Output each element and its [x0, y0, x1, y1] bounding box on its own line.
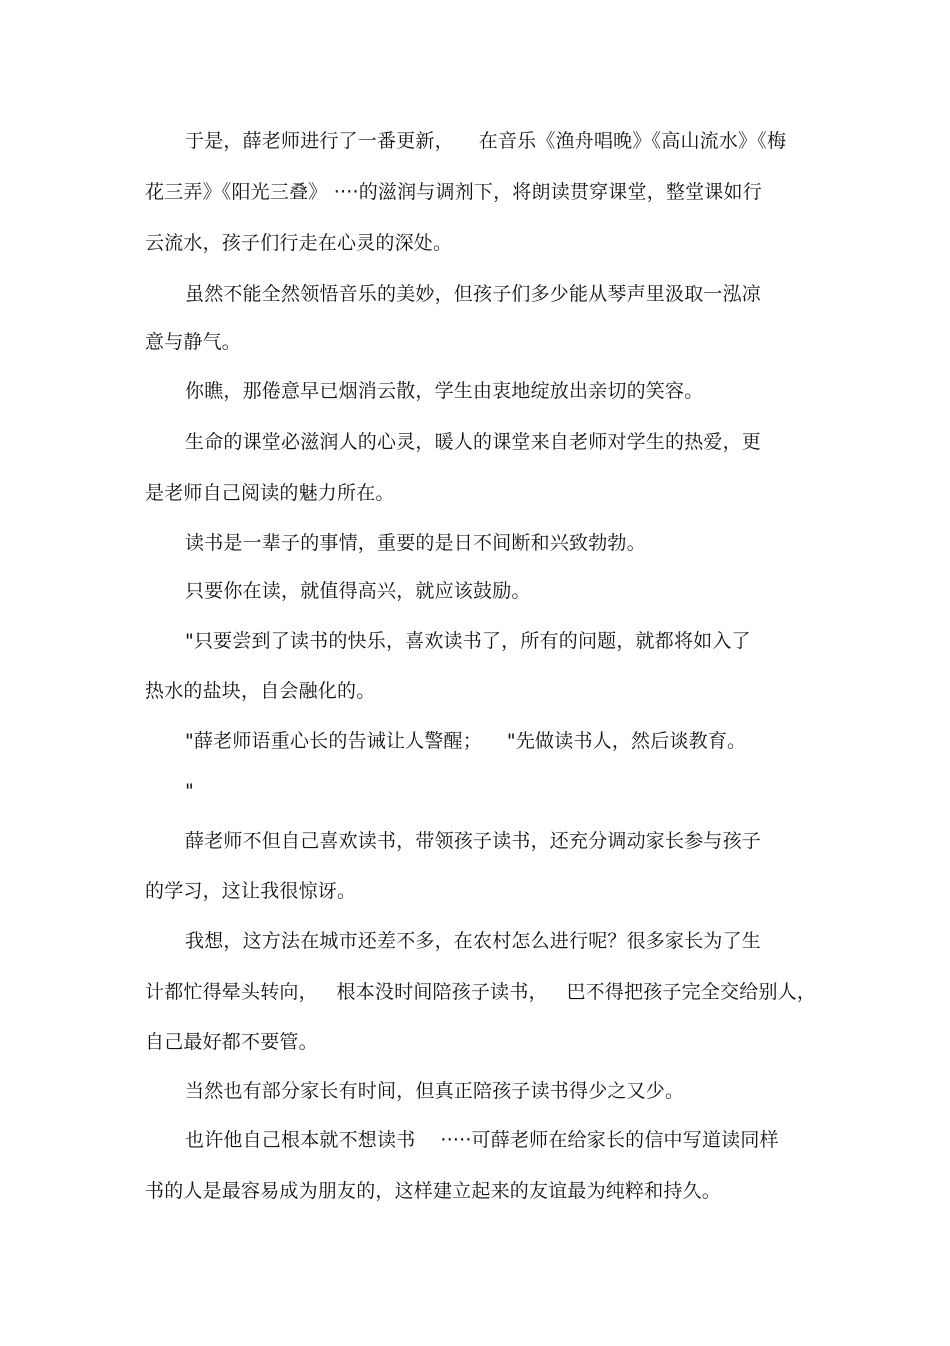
- text-line: 花三弄》《阳光三叠》 ····的滋润与调剂下，将朗读贯穿课堂，整堂课如行: [145, 181, 762, 203]
- text-line: 我想，这方法在城市还差不多，在农村怎么进行呢？很多家长为了生: [185, 930, 762, 952]
- text-line: 当然也有部分家长有时间，但真正陪孩子读书得少之又少。: [185, 1080, 685, 1102]
- text-line: "薛老师语重心长的告诫让人警醒； "先做读书人，然后谈教育。: [185, 730, 747, 752]
- text-line: 热水的盐块，自会融化的。: [145, 680, 376, 702]
- text-line: ": [185, 780, 194, 802]
- text-line: 云流水，孩子们行走在心灵的深处。: [145, 232, 453, 254]
- text-line: "只要尝到了读书的快乐，喜欢读书了，所有的问题，就都将如入了: [185, 630, 751, 652]
- text-line: 薛老师不但自己喜欢读书，带领孩子读书，还充分调动家长参与孩子: [185, 830, 762, 852]
- text-line: 生命的课堂必滋润人的心灵，暖人的课堂来自老师对学生的热爱，更: [185, 431, 762, 453]
- text-line: 的学习，这让我很惊讶。: [145, 880, 357, 902]
- text-line: 意与静气。: [145, 331, 242, 353]
- text-line: 自己最好都不要管。: [145, 1031, 318, 1053]
- text-line: 于是，薛老师进行了一番更新， 在音乐《渔舟唱晚》《高山流水》《梅: [185, 130, 787, 152]
- text-line: 也许他自己根本就不想读书 ·····可薛老师在给家长的信中写道读同样: [185, 1129, 779, 1151]
- text-line: 只要你在读，就值得高兴，就应该鼓励。: [185, 580, 531, 602]
- text-line: 是老师自己阅读的魅力所在。: [145, 482, 395, 504]
- text-line: 计都忙得晕头转向， 根本没时间陪孩子读书， 巴不得把孩子完全交给别人，: [145, 981, 817, 1003]
- text-line: 书的人是最容易成为朋友的，这样建立起来的友谊最为纯粹和持久。: [145, 1180, 722, 1202]
- text-line: 读书是一辈子的事情，重要的是日不间断和兴致勃勃。: [185, 532, 646, 554]
- text-line: 你瞧，那倦意早已烟消云散，学生由衷地绽放出亲切的笑容。: [185, 380, 704, 402]
- text-line: 虽然不能全然领悟音乐的美妙，但孩子们多少能从琴声里汲取一泓凉: [185, 283, 762, 305]
